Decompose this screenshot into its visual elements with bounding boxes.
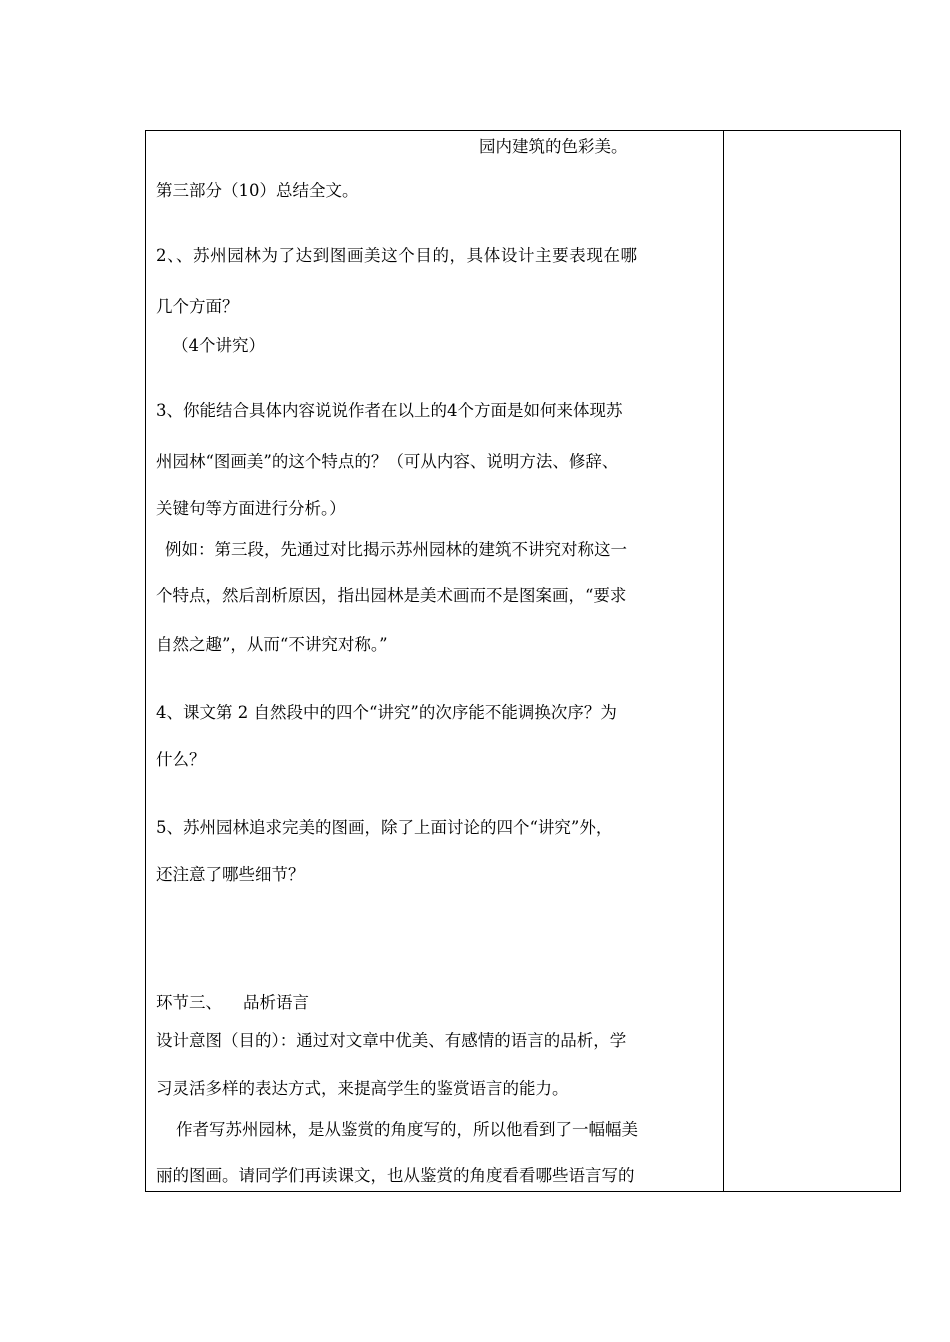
text-line-3: 2、、苏州园林为了达到图画美这个目的，具体设计主要表现在哪 xyxy=(156,246,638,265)
text-line-4: 几个方面？ xyxy=(156,297,239,316)
text-line-6: 3、你能结合具体内容说说作者在以上的4个方面是如何来体现苏 xyxy=(156,401,623,420)
text-line-7: 州园林“图画美”的这个特点的？（可从内容、说明方法、修辞、 xyxy=(156,452,619,471)
text-line-8: 关键句等方面进行分析。） xyxy=(156,499,346,518)
text-line-17: 设计意图（目的）：通过对文章中优美、有感情的语言的品析，学 xyxy=(156,1031,627,1050)
text-line-15: 还注意了哪些细节？ xyxy=(156,865,305,884)
text-line-11: 自然之趣”，从而“不讲究对称。” xyxy=(156,635,388,654)
text-line-20: 丽的图画。请同学们再读课文，也从鉴赏的角度看看哪些语言写的 xyxy=(156,1166,635,1185)
section-heading: 环节三、 品析语言 xyxy=(156,993,309,1012)
text-line-18: 习灵活多样的表达方式，来提高学生的鉴赏语言的能力。 xyxy=(156,1079,569,1098)
text-line-5: （4个讲究） xyxy=(172,336,265,355)
column-divider xyxy=(723,131,724,1191)
text-line-9: 例如：第三段，先通过对比揭示苏州园林的建筑不讲究对称这一 xyxy=(165,540,627,559)
text-line-2: 第三部分（10）总结全文。 xyxy=(156,181,359,200)
text-line-14: 5、苏州园林追求完美的图画，除了上面讨论的四个“讲究”外， xyxy=(156,818,613,837)
text-line-19: 作者写苏州园林，是从鉴赏的角度写的，所以他看到了一幅幅美 xyxy=(176,1120,638,1139)
text-line-13: 什么？ xyxy=(156,750,206,769)
text-line-1: 园内建筑的色彩美。 xyxy=(479,137,628,156)
text-line-12: 4、课文第 2 自然段中的四个“讲究”的次序能不能调换次序？为 xyxy=(156,703,617,722)
text-line-10: 个特点，然后剖析原因，指出园林是美术画而不是图案画，“要求 xyxy=(156,586,627,605)
